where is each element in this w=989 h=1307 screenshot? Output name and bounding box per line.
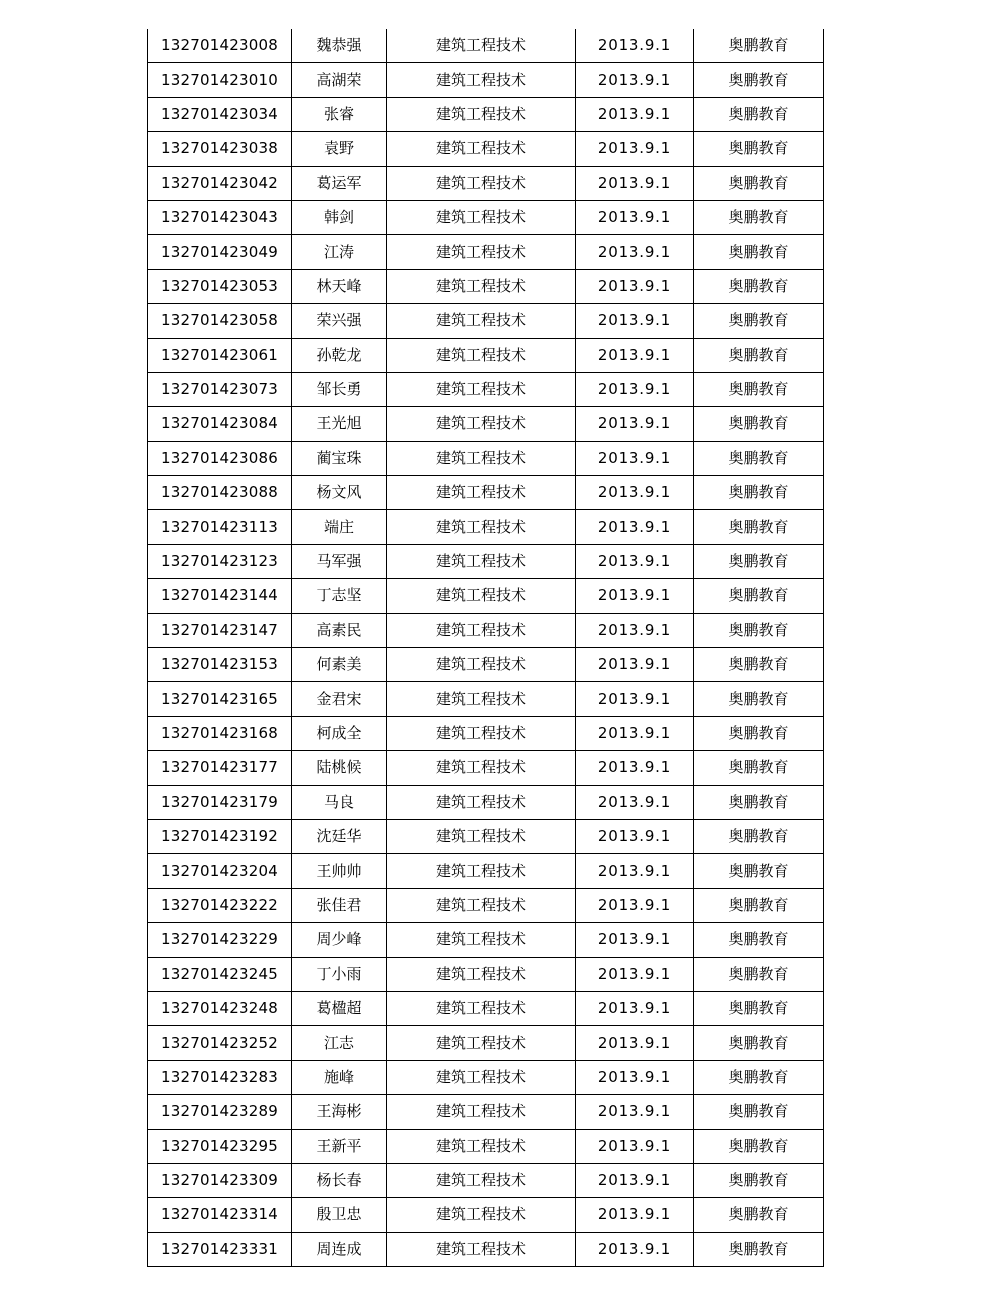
institution-cell: 奥鹏教育: [694, 97, 824, 131]
major-cell: 建筑工程技术: [387, 957, 576, 991]
student-id-cell: 132701423204: [148, 854, 292, 888]
student-name-cell: 高湖荣: [292, 63, 387, 97]
enroll-date-cell: 2013.9.1: [576, 544, 694, 578]
enroll-date-cell: 2013.9.1: [576, 1026, 694, 1060]
student-id-cell: 132701423177: [148, 751, 292, 785]
student-id-cell: 132701423042: [148, 166, 292, 200]
student-name-cell: 葛楹超: [292, 991, 387, 1025]
institution-cell: 奥鹏教育: [694, 304, 824, 338]
major-cell: 建筑工程技术: [387, 785, 576, 819]
student-id-cell: 132701423295: [148, 1129, 292, 1163]
student-name-cell: 孙乾龙: [292, 338, 387, 372]
table-row: [148, 441, 824, 475]
institution-cell: 奥鹏教育: [694, 957, 824, 991]
table-row: [148, 29, 824, 63]
student-id-cell: 132701423252: [148, 1026, 292, 1060]
student-id-cell: 132701423309: [148, 1163, 292, 1197]
table-row: [148, 372, 824, 406]
major-cell: 建筑工程技术: [387, 1198, 576, 1232]
enroll-date-cell: 2013.9.1: [576, 785, 694, 819]
student-id-cell: 132701423283: [148, 1060, 292, 1094]
enroll-date-cell: 2013.9.1: [576, 888, 694, 922]
table-row: [148, 544, 824, 578]
institution-cell: 奥鹏教育: [694, 544, 824, 578]
institution-cell: 奥鹏教育: [694, 407, 824, 441]
institution-cell: 奥鹏教育: [694, 166, 824, 200]
enroll-date-cell: 2013.9.1: [576, 957, 694, 991]
student-name-cell: 沈廷华: [292, 819, 387, 853]
enroll-date-cell: 2013.9.1: [576, 166, 694, 200]
enroll-date-cell: 2013.9.1: [576, 235, 694, 269]
major-cell: 建筑工程技术: [387, 1232, 576, 1266]
student-id-cell: 132701423222: [148, 888, 292, 922]
enroll-date-cell: 2013.9.1: [576, 579, 694, 613]
institution-cell: 奥鹏教育: [694, 29, 824, 63]
student-id-cell: 132701423010: [148, 63, 292, 97]
major-cell: 建筑工程技术: [387, 304, 576, 338]
major-cell: 建筑工程技术: [387, 923, 576, 957]
major-cell: 建筑工程技术: [387, 819, 576, 853]
institution-cell: 奥鹏教育: [694, 1026, 824, 1060]
student-name-cell: 江涛: [292, 235, 387, 269]
student-name-cell: 王光旭: [292, 407, 387, 441]
institution-cell: 奥鹏教育: [694, 510, 824, 544]
table-row: [148, 63, 824, 97]
table-row: [148, 579, 824, 613]
table-row: [148, 716, 824, 750]
major-cell: 建筑工程技术: [387, 1026, 576, 1060]
enroll-date-cell: 2013.9.1: [576, 613, 694, 647]
enroll-date-cell: 2013.9.1: [576, 338, 694, 372]
student-id-cell: 132701423049: [148, 235, 292, 269]
table-row: [148, 923, 824, 957]
student-roster-table: [147, 29, 824, 1267]
major-cell: 建筑工程技术: [387, 991, 576, 1025]
table-row: [148, 166, 824, 200]
student-name-cell: 端庄: [292, 510, 387, 544]
student-name-cell: 韩剑: [292, 200, 387, 234]
table-row: [148, 1060, 824, 1094]
institution-cell: 奥鹏教育: [694, 441, 824, 475]
student-id-cell: 132701423248: [148, 991, 292, 1025]
enroll-date-cell: 2013.9.1: [576, 1129, 694, 1163]
table-row: [148, 1129, 824, 1163]
table-row: [148, 407, 824, 441]
institution-cell: 奥鹏教育: [694, 1198, 824, 1232]
major-cell: 建筑工程技术: [387, 476, 576, 510]
institution-cell: 奥鹏教育: [694, 1060, 824, 1094]
student-name-cell: 林天峰: [292, 269, 387, 303]
table-row: [148, 97, 824, 131]
institution-cell: 奥鹏教育: [694, 476, 824, 510]
enroll-date-cell: 2013.9.1: [576, 1095, 694, 1129]
enroll-date-cell: 2013.9.1: [576, 1198, 694, 1232]
student-id-cell: 132701423084: [148, 407, 292, 441]
institution-cell: 奥鹏教育: [694, 785, 824, 819]
table-row: [148, 304, 824, 338]
student-name-cell: 施峰: [292, 1060, 387, 1094]
enroll-date-cell: 2013.9.1: [576, 923, 694, 957]
institution-cell: 奥鹏教育: [694, 372, 824, 406]
major-cell: 建筑工程技术: [387, 682, 576, 716]
table-row: [148, 785, 824, 819]
institution-cell: 奥鹏教育: [694, 1232, 824, 1266]
major-cell: 建筑工程技术: [387, 648, 576, 682]
table-row: [148, 338, 824, 372]
institution-cell: 奥鹏教育: [694, 854, 824, 888]
student-name-cell: 王新平: [292, 1129, 387, 1163]
enroll-date-cell: 2013.9.1: [576, 132, 694, 166]
institution-cell: 奥鹏教育: [694, 751, 824, 785]
table-row: [148, 991, 824, 1025]
student-id-cell: 132701423088: [148, 476, 292, 510]
enroll-date-cell: 2013.9.1: [576, 510, 694, 544]
enroll-date-cell: 2013.9.1: [576, 63, 694, 97]
major-cell: 建筑工程技术: [387, 1095, 576, 1129]
enroll-date-cell: 2013.9.1: [576, 648, 694, 682]
table-row: [148, 1232, 824, 1266]
major-cell: 建筑工程技术: [387, 1060, 576, 1094]
institution-cell: 奥鹏教育: [694, 132, 824, 166]
institution-cell: 奥鹏教育: [694, 269, 824, 303]
student-name-cell: 马良: [292, 785, 387, 819]
student-name-cell: 丁小雨: [292, 957, 387, 991]
table-row: [148, 888, 824, 922]
student-id-cell: 132701423331: [148, 1232, 292, 1266]
table-row: [148, 613, 824, 647]
table-row: [148, 200, 824, 234]
enroll-date-cell: 2013.9.1: [576, 751, 694, 785]
table-row: [148, 269, 824, 303]
table-row: [148, 648, 824, 682]
major-cell: 建筑工程技术: [387, 751, 576, 785]
student-id-cell: 132701423153: [148, 648, 292, 682]
student-name-cell: 张睿: [292, 97, 387, 131]
student-id-cell: 132701423168: [148, 716, 292, 750]
major-cell: 建筑工程技术: [387, 854, 576, 888]
table-row: [148, 819, 824, 853]
student-name-cell: 袁野: [292, 132, 387, 166]
student-name-cell: 何素美: [292, 648, 387, 682]
student-id-cell: 132701423123: [148, 544, 292, 578]
student-id-cell: 132701423073: [148, 372, 292, 406]
student-name-cell: 柯成全: [292, 716, 387, 750]
major-cell: 建筑工程技术: [387, 888, 576, 922]
student-id-cell: 132701423058: [148, 304, 292, 338]
major-cell: 建筑工程技术: [387, 338, 576, 372]
institution-cell: 奥鹏教育: [694, 888, 824, 922]
major-cell: 建筑工程技术: [387, 166, 576, 200]
roster-table-body: [148, 29, 824, 1267]
enroll-date-cell: 2013.9.1: [576, 269, 694, 303]
table-row: [148, 510, 824, 544]
student-id-cell: 132701423008: [148, 29, 292, 63]
student-name-cell: 陆桃候: [292, 751, 387, 785]
enroll-date-cell: 2013.9.1: [576, 476, 694, 510]
enroll-date-cell: 2013.9.1: [576, 854, 694, 888]
enroll-date-cell: 2013.9.1: [576, 441, 694, 475]
enroll-date-cell: 2013.9.1: [576, 819, 694, 853]
major-cell: 建筑工程技术: [387, 269, 576, 303]
student-id-cell: 132701423229: [148, 923, 292, 957]
student-id-cell: 132701423061: [148, 338, 292, 372]
student-name-cell: 殷卫忠: [292, 1198, 387, 1232]
major-cell: 建筑工程技术: [387, 1129, 576, 1163]
enroll-date-cell: 2013.9.1: [576, 372, 694, 406]
institution-cell: 奥鹏教育: [694, 648, 824, 682]
table-row: [148, 1163, 824, 1197]
major-cell: 建筑工程技术: [387, 407, 576, 441]
student-name-cell: 高素民: [292, 613, 387, 647]
student-name-cell: 金君宋: [292, 682, 387, 716]
institution-cell: 奥鹏教育: [694, 579, 824, 613]
institution-cell: 奥鹏教育: [694, 235, 824, 269]
table-row: [148, 854, 824, 888]
student-id-cell: 132701423289: [148, 1095, 292, 1129]
student-name-cell: 葛运军: [292, 166, 387, 200]
institution-cell: 奥鹏教育: [694, 1095, 824, 1129]
enroll-date-cell: 2013.9.1: [576, 1232, 694, 1266]
institution-cell: 奥鹏教育: [694, 923, 824, 957]
enroll-date-cell: 2013.9.1: [576, 29, 694, 63]
student-name-cell: 蔺宝珠: [292, 441, 387, 475]
student-name-cell: 周连成: [292, 1232, 387, 1266]
institution-cell: 奥鹏教育: [694, 613, 824, 647]
table-row: [148, 751, 824, 785]
enroll-date-cell: 2013.9.1: [576, 1163, 694, 1197]
major-cell: 建筑工程技术: [387, 441, 576, 475]
student-name-cell: 江志: [292, 1026, 387, 1060]
student-id-cell: 132701423314: [148, 1198, 292, 1232]
student-name-cell: 魏恭强: [292, 29, 387, 63]
major-cell: 建筑工程技术: [387, 63, 576, 97]
institution-cell: 奥鹏教育: [694, 200, 824, 234]
institution-cell: 奥鹏教育: [694, 819, 824, 853]
table-row: [148, 957, 824, 991]
enroll-date-cell: 2013.9.1: [576, 200, 694, 234]
table-row: [148, 1026, 824, 1060]
student-name-cell: 丁志坚: [292, 579, 387, 613]
institution-cell: 奥鹏教育: [694, 338, 824, 372]
major-cell: 建筑工程技术: [387, 97, 576, 131]
student-name-cell: 王帅帅: [292, 854, 387, 888]
student-name-cell: 杨长春: [292, 1163, 387, 1197]
major-cell: 建筑工程技术: [387, 132, 576, 166]
student-id-cell: 132701423165: [148, 682, 292, 716]
enroll-date-cell: 2013.9.1: [576, 1060, 694, 1094]
student-name-cell: 张佳君: [292, 888, 387, 922]
table-row: [148, 1095, 824, 1129]
enroll-date-cell: 2013.9.1: [576, 716, 694, 750]
student-id-cell: 132701423179: [148, 785, 292, 819]
student-id-cell: 132701423144: [148, 579, 292, 613]
enroll-date-cell: 2013.9.1: [576, 304, 694, 338]
major-cell: 建筑工程技术: [387, 235, 576, 269]
student-id-cell: 132701423053: [148, 269, 292, 303]
major-cell: 建筑工程技术: [387, 29, 576, 63]
institution-cell: 奥鹏教育: [694, 716, 824, 750]
table-row: [148, 235, 824, 269]
student-name-cell: 邹长勇: [292, 372, 387, 406]
major-cell: 建筑工程技术: [387, 579, 576, 613]
table-row: [148, 476, 824, 510]
student-id-cell: 132701423086: [148, 441, 292, 475]
institution-cell: 奥鹏教育: [694, 1163, 824, 1197]
major-cell: 建筑工程技术: [387, 372, 576, 406]
major-cell: 建筑工程技术: [387, 200, 576, 234]
student-name-cell: 王海彬: [292, 1095, 387, 1129]
enroll-date-cell: 2013.9.1: [576, 682, 694, 716]
student-id-cell: 132701423113: [148, 510, 292, 544]
institution-cell: 奥鹏教育: [694, 991, 824, 1025]
major-cell: 建筑工程技术: [387, 544, 576, 578]
student-name-cell: 荣兴强: [292, 304, 387, 338]
major-cell: 建筑工程技术: [387, 716, 576, 750]
table-row: [148, 1198, 824, 1232]
student-id-cell: 132701423245: [148, 957, 292, 991]
enroll-date-cell: 2013.9.1: [576, 991, 694, 1025]
institution-cell: 奥鹏教育: [694, 63, 824, 97]
student-id-cell: 132701423192: [148, 819, 292, 853]
major-cell: 建筑工程技术: [387, 510, 576, 544]
enroll-date-cell: 2013.9.1: [576, 407, 694, 441]
enroll-date-cell: 2013.9.1: [576, 97, 694, 131]
major-cell: 建筑工程技术: [387, 1163, 576, 1197]
major-cell: 建筑工程技术: [387, 613, 576, 647]
student-id-cell: 132701423034: [148, 97, 292, 131]
student-id-cell: 132701423038: [148, 132, 292, 166]
student-name-cell: 周少峰: [292, 923, 387, 957]
student-name-cell: 马军强: [292, 544, 387, 578]
student-id-cell: 132701423147: [148, 613, 292, 647]
institution-cell: 奥鹏教育: [694, 1129, 824, 1163]
table-row: [148, 682, 824, 716]
student-name-cell: 杨文风: [292, 476, 387, 510]
table-row: [148, 132, 824, 166]
student-id-cell: 132701423043: [148, 200, 292, 234]
institution-cell: 奥鹏教育: [694, 682, 824, 716]
